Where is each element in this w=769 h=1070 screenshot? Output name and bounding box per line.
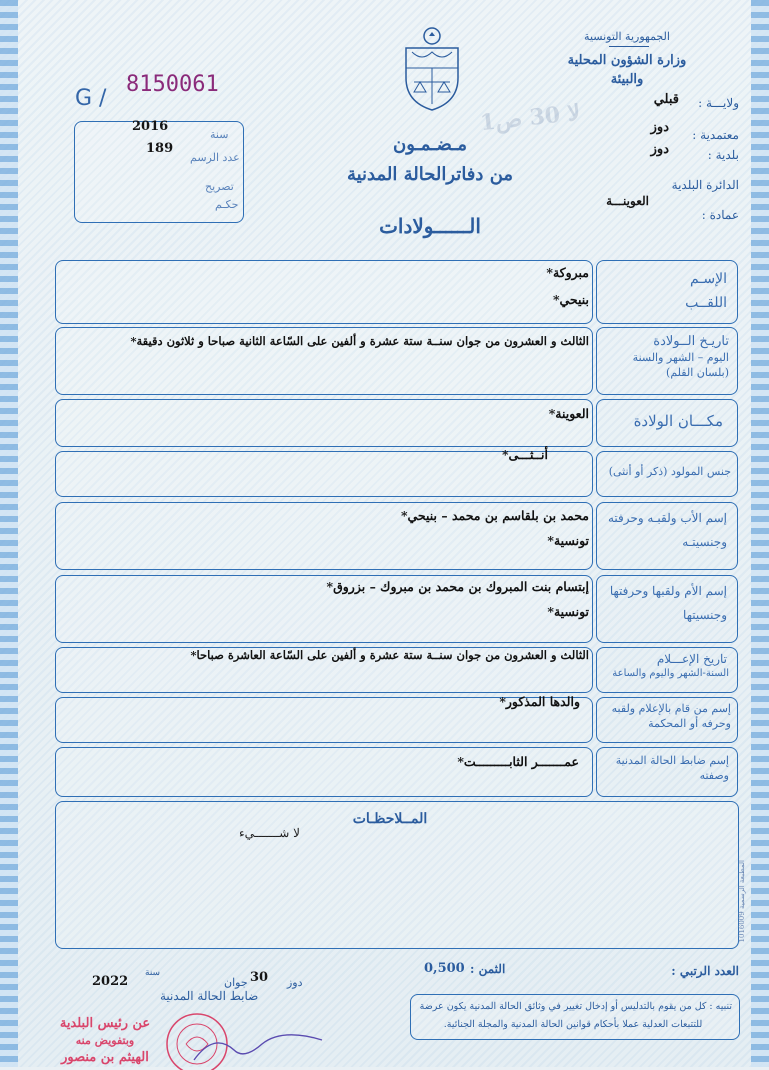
pob-label: مكـــان الولادة xyxy=(633,412,723,430)
print-mark: المطبعة الرسمية 1016009 xyxy=(738,860,746,943)
mother-nationality-label: وجنسيتها xyxy=(683,608,727,622)
signature-icon xyxy=(190,1030,330,1067)
field-mother-label-box xyxy=(596,575,738,643)
declaration-date-value: الثالث و العشرون من جوان سنــة ستة عشرة و ألفين على السّاعة العاشرة صباحا* xyxy=(190,648,589,662)
sex-value: أنــثـــى* xyxy=(502,447,548,462)
serial-number: 8150061 xyxy=(126,72,219,97)
serial-rank-label: العدد الرتبي : xyxy=(671,964,739,978)
dob-label: تاريـخ الــولادة xyxy=(653,334,729,349)
registry-judgment-label: حكـم xyxy=(215,198,239,211)
price-label: الثمن : xyxy=(470,962,506,976)
footer-year-value: 2022 xyxy=(92,974,129,989)
first-name-value: مبروكة* xyxy=(546,265,589,280)
declaration-date-label: تاريخ الإعـــلام xyxy=(656,652,727,666)
field-father-label-box xyxy=(596,502,738,570)
right-border-pattern xyxy=(751,0,769,1067)
officer-value: عمـــــــر الثابـــــــــت* xyxy=(457,754,579,769)
declarant-sublabel: وحرفه أو المحكمة xyxy=(648,717,731,730)
serial-prefix: G / xyxy=(75,86,107,111)
surname-value: بنيحي* xyxy=(552,292,589,307)
ministry-line2: والبيئة xyxy=(610,72,644,87)
municipality-value: دوز xyxy=(650,142,669,157)
omda-value: العوينـــة xyxy=(606,194,649,208)
father-value: محمد بن بلقاسم بن محمد – بنيحي* xyxy=(400,508,589,523)
remarks-value: لا شـــــــيء xyxy=(239,826,300,840)
footer-year-label: سنة xyxy=(145,968,161,978)
sex-label: جنس المولود (ذكر أو أنثى) xyxy=(608,465,731,478)
price-value: 0,500 xyxy=(424,961,465,976)
declarant-label: إسم من قام بالإعلام ولقبه xyxy=(611,702,731,715)
footer-month: جوان xyxy=(224,976,248,989)
republic-label: الجمهورية التونسية xyxy=(584,30,670,43)
stamp-line1: عن رئيس البلدية xyxy=(59,1016,151,1031)
field-declarant-label-box xyxy=(596,697,738,743)
left-border-pattern xyxy=(0,0,18,1067)
delegation-label: معتمدية : xyxy=(692,128,739,142)
officer-title: ضابط الحالة المدنية xyxy=(160,989,259,1003)
notice-line1: تنبيه : كل من يقوم بالتدليس أو إدخال تغيير في وثائق الحالة المدنية يكون عرضة xyxy=(419,1001,732,1012)
field-pob-value-box xyxy=(55,399,593,447)
pob-value: العوينة* xyxy=(548,406,589,421)
title-civil-registers: من دفاترالحالة المدنية xyxy=(346,164,514,185)
field-sex-label-box xyxy=(596,451,738,497)
delegation-value: دوز xyxy=(650,120,669,135)
dob-sublabel: اليوم – الشهر والسنة xyxy=(632,351,729,364)
registry-number-value: 189 xyxy=(146,141,174,156)
father-nationality-value: تونسية* xyxy=(547,533,589,548)
footer-place: دوز xyxy=(287,976,303,989)
faint-stamp: لا 30 ص1 xyxy=(478,99,582,137)
header-divider xyxy=(609,46,649,47)
declaration-date-sublabel: السنة-الشهر واليوم والساعة xyxy=(612,668,729,679)
title-births: الــــــولادات xyxy=(379,214,481,238)
registry-year-label: سنة xyxy=(210,128,229,141)
tunisia-emblem-icon xyxy=(400,26,464,112)
father-label: إسم الأب ولقبـه وحرفته xyxy=(607,511,727,525)
mother-value: إبتسام بنت المبروك بن محمد بن مبروك – بزروق* xyxy=(326,579,589,594)
remarks-title: المــلاحظـات xyxy=(352,811,428,827)
field-name-label-box xyxy=(596,260,738,324)
mother-label: إسم الأم ولقبها وحرفتها xyxy=(609,584,727,598)
field-officer-label-box xyxy=(596,747,738,797)
father-nationality-label: وجنسيتـه xyxy=(682,535,727,549)
district-label: الدائرة البلدية xyxy=(671,178,739,192)
stamp-line2: وبتفويض منه xyxy=(75,1034,135,1047)
surname-label: اللقــب xyxy=(685,295,727,311)
field-dob-label-box xyxy=(596,327,738,395)
registry-year-value: 2016 xyxy=(132,119,169,134)
field-name-value-box xyxy=(55,260,593,324)
governorate-value: قبلي xyxy=(653,92,679,107)
registry-declaration-label: تصريح xyxy=(205,180,234,193)
footer-day: 30 xyxy=(250,970,269,985)
officer-label: إسم ضابط الحالة المدنية xyxy=(615,754,729,767)
notice-line2: للتتبعات العدلية عملا بأحكام قوانين الحالة المدنية والمجلة الجنائية. xyxy=(443,1019,703,1030)
field-pob-label-box xyxy=(596,399,738,447)
first-name-label: الإسـم xyxy=(689,271,727,287)
dob-sublabel-words: (بلسان القلم) xyxy=(666,366,729,379)
field-declaration-label-box xyxy=(596,647,738,693)
registry-number-label: عدد الرسم xyxy=(190,151,240,164)
mother-nationality-value: تونسية* xyxy=(547,604,589,619)
declarant-value: والدها المذكور* xyxy=(499,694,580,709)
title-extract: مـضـمـون xyxy=(393,134,467,155)
dob-value: الثالث و العشرون من جوان سنــة ستة عشرة و ألفين على السّاعة الثانية صباحا و ثلاثون دقيقة* xyxy=(130,334,589,348)
municipality-label: بلدية : xyxy=(707,148,739,162)
governorate-label: ولايـــة : xyxy=(698,96,739,110)
ministry-line1: وزارة الشؤون المحلية xyxy=(567,53,687,68)
omda-label: عمادة : xyxy=(701,208,739,222)
stamp-line3: الهيثم بن منصور xyxy=(61,1050,149,1065)
officer-sublabel: وصفته xyxy=(699,769,729,782)
